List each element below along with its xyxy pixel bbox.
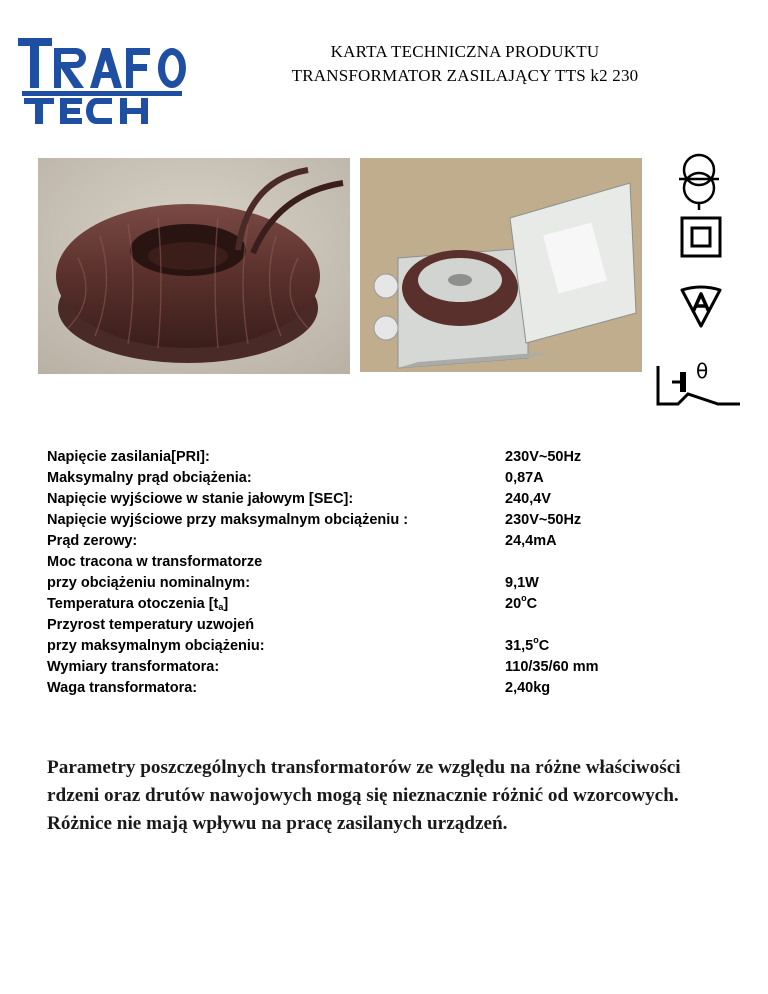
spec-row: przy obciążeniu nominalnym: 9,1W bbox=[47, 575, 539, 591]
transformer-symbol-icon bbox=[678, 150, 720, 210]
logo-text: TRAFO bbox=[14, 30, 18, 31]
transformer-in-enclosure-photo bbox=[360, 158, 642, 372]
spec-row: Napięcie zasilania[PRI]: 230V~50Hz bbox=[47, 449, 582, 465]
a-triangle-mark-icon bbox=[678, 284, 724, 330]
spec-row: Maksymalny prąd obciążenia: 0,87A bbox=[47, 470, 544, 486]
spec-row: Wymiary transformatora: 110/35/60 mm bbox=[47, 659, 599, 675]
document-subtitle: TRANSFORMATOR ZASILAJĄCY TTS k2 230 bbox=[291, 66, 639, 85]
spec-row: Przyrost temperatury uzwojeń bbox=[47, 617, 255, 633]
toroidal-transformer-photo bbox=[38, 158, 350, 374]
double-insulation-icon bbox=[680, 216, 722, 258]
document-title: KARTA TECHNICZNA PRODUKTU bbox=[330, 42, 600, 61]
disclaimer-note: Parametry poszczególnych transformatorów ze względu na różne właściwości rdzeni oraz drutów nawojowych mogą się nieznacznie różnić od wzorcowych. Różnice nie mają wpływu na pracę zasilanych urządzeń. bbox=[47, 757, 681, 834]
spec-row: przy maksymalnym obciążeniu: 31,5$^o$C bbox=[47, 635, 550, 654]
spec-row: Prąd zerowy: 24,4mA bbox=[47, 533, 557, 549]
spec-row: Moc tracona w transformatorze bbox=[47, 554, 263, 570]
spec-row: Waga transformatora: 2,40kg bbox=[47, 680, 551, 696]
thermal-fuse-theta-icon bbox=[656, 356, 742, 408]
spec-row: Napięcie wyjściowe w stanie jałowym [SEC]: 240,4V bbox=[47, 491, 551, 507]
svg-text:θ: θ bbox=[696, 359, 709, 383]
specifications-table bbox=[47, 447, 687, 699]
spec-row: Temperatura otoczenia $[t_a]$ 20$^o$C bbox=[47, 593, 538, 612]
trafotech-logo bbox=[14, 30, 186, 126]
document-header bbox=[215, 40, 715, 88]
spec-row: Napięcie wyjściowe przy maksymalnym obciążeniu : 230V~50Hz bbox=[47, 512, 582, 528]
